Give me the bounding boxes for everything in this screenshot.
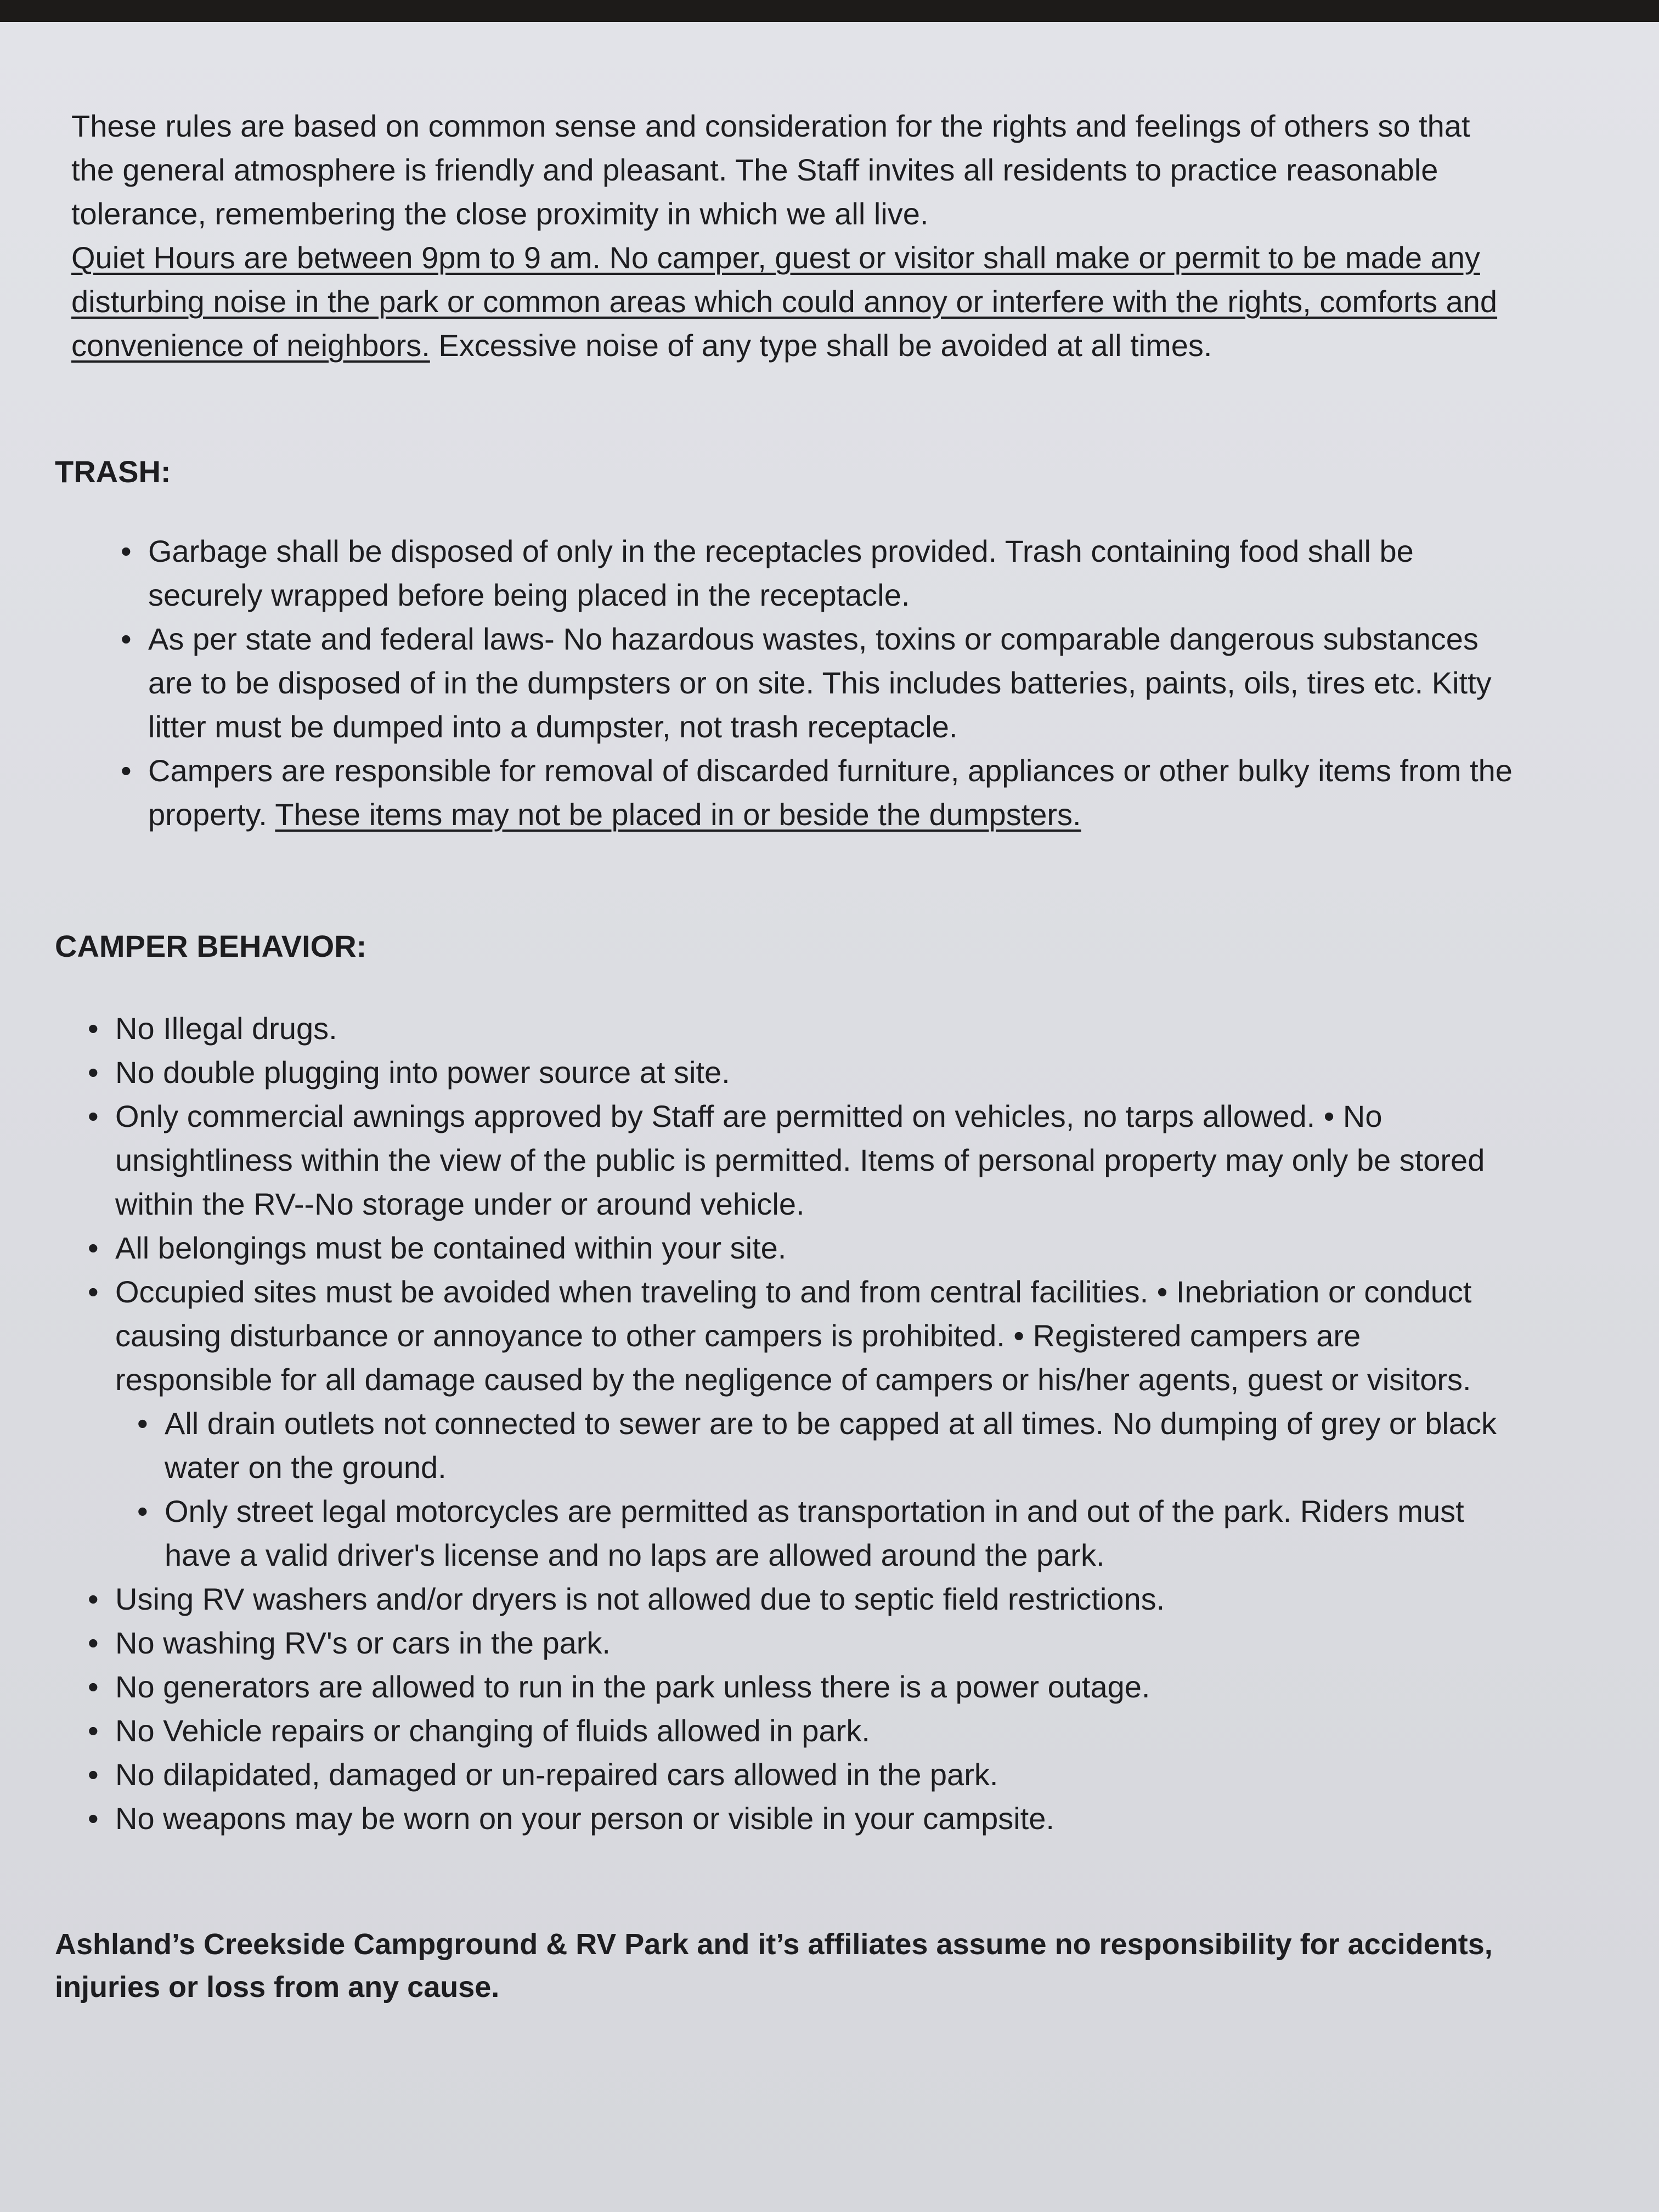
bullet-icon: • <box>121 534 132 568</box>
bullet-icon: • <box>88 1713 99 1748</box>
liability-disclaimer: Ashland’s Creekside Campground & RV Park and it’s affiliates assume no responsibility for accidents, injuries or loss from any cause. <box>55 1928 1493 2004</box>
quiet-hours-rest: Excessive noise of any type shall be avoided at all times. <box>430 328 1212 363</box>
list-item: • Campers are responsible for removal of discarded furniture, appliances or other bulky items from the property. These items may not be placed in or beside the dumpsters. <box>99 749 1514 837</box>
list-item: • No washing RV's or cars in the park. <box>115 1621 1514 1665</box>
bullet-icon: • <box>121 622 132 656</box>
list-item: • No double plugging into power source at site. <box>115 1051 1514 1094</box>
document-page <box>0 22 1659 2212</box>
bullet-icon: • <box>137 1406 148 1441</box>
bullet-icon: • <box>88 1011 99 1046</box>
intro-paragraph <box>71 104 1514 236</box>
intro-text: These rules are based on common sense and consideration for the rights and feelings of others so that the general atmosphere is friendly and pleasant. The Staff invites all residents to practice reasonable tolerance, remembering the close proximity in which we all live. <box>71 109 1470 231</box>
trash-list <box>55 529 1514 837</box>
list-item: • Occupied sites must be avoided when traveling to and from central facilities. • Inebriation or conduct causing disturbance or annoyance to other campers is prohibited. • Registered campers are responsible for all damage caused by the negligence of campers or his/her agents, guest or visitors. <box>115 1270 1514 1402</box>
dumpster-warning: These items may not be placed in or beside the dumpsters. <box>275 797 1081 832</box>
list-item: • Garbage shall be disposed of only in the receptacles provided. Trash containing food shall be securely wrapped before being placed in the receptacle. <box>99 529 1514 617</box>
trash-heading: TRASH: <box>55 454 171 489</box>
list-item: • No weapons may be worn on your person or visible in your campsite. <box>115 1797 1514 1841</box>
list-item: • All drain outlets not connected to sewer are to be capped at all times. No dumping of grey or black water on the ground. <box>115 1402 1514 1489</box>
list-item: • No dilapidated, damaged or un-repaired cars allowed in the park. <box>115 1753 1514 1797</box>
list-item: • Using RV washers and/or dryers is not allowed due to septic field restrictions. <box>115 1577 1514 1621</box>
quiet-hours-underlined: Quiet Hours are between 9pm to 9 am. No camper, guest or visitor shall make or permit to be made any disturbing noise in the park or common areas which could annoy or interfere with the rights, comforts and convenience of neighbors. <box>71 240 1498 363</box>
bullet-icon: • <box>137 1494 148 1528</box>
bullet-icon: • <box>121 753 132 788</box>
bullet-icon: • <box>88 1274 99 1309</box>
background-edge <box>0 0 1659 22</box>
list-item: • No generators are allowed to run in the park unless there is a power outage. <box>115 1665 1514 1709</box>
list-item: • No Illegal drugs. <box>115 1007 1514 1051</box>
quiet-hours-paragraph <box>71 236 1514 368</box>
list-item: • As per state and federal laws- No hazardous wastes, toxins or comparable dangerous substances are to be disposed of in the dumpsters or on site. This includes batteries, paints, oils, tires etc. Kitty litter must be dumped into a dumpster, not trash receptacle. <box>99 617 1514 749</box>
list-item: • Only commercial awnings approved by Staff are permitted on vehicles, no tarps allowed. • No unsightliness within the view of the public is permitted. Items of personal property may only be stored within the RV--No storage under or around vehicle. <box>115 1094 1514 1226</box>
bullet-icon: • <box>88 1669 99 1704</box>
camper-behavior-heading: CAMPER BEHAVIOR: <box>55 929 367 963</box>
rules-content <box>55 104 1514 2008</box>
bullet-icon: • <box>88 1231 99 1265</box>
bullet-icon: • <box>88 1582 99 1616</box>
bullet-icon: • <box>88 1757 99 1792</box>
bullet-icon: • <box>88 1055 99 1090</box>
list-item: • All belongings must be contained within your site. <box>115 1226 1514 1270</box>
bullet-icon: • <box>88 1801 99 1836</box>
bullet-icon: • <box>88 1626 99 1660</box>
bullet-icon: • <box>88 1099 99 1133</box>
list-item: • No Vehicle repairs or changing of fluids allowed in park. <box>115 1709 1514 1753</box>
list-item: • Only street legal motorcycles are permitted as transportation in and out of the park. Riders must have a valid driver's license and no laps are allowed around the park. <box>115 1489 1514 1577</box>
camper-behavior-list <box>55 1007 1514 1841</box>
